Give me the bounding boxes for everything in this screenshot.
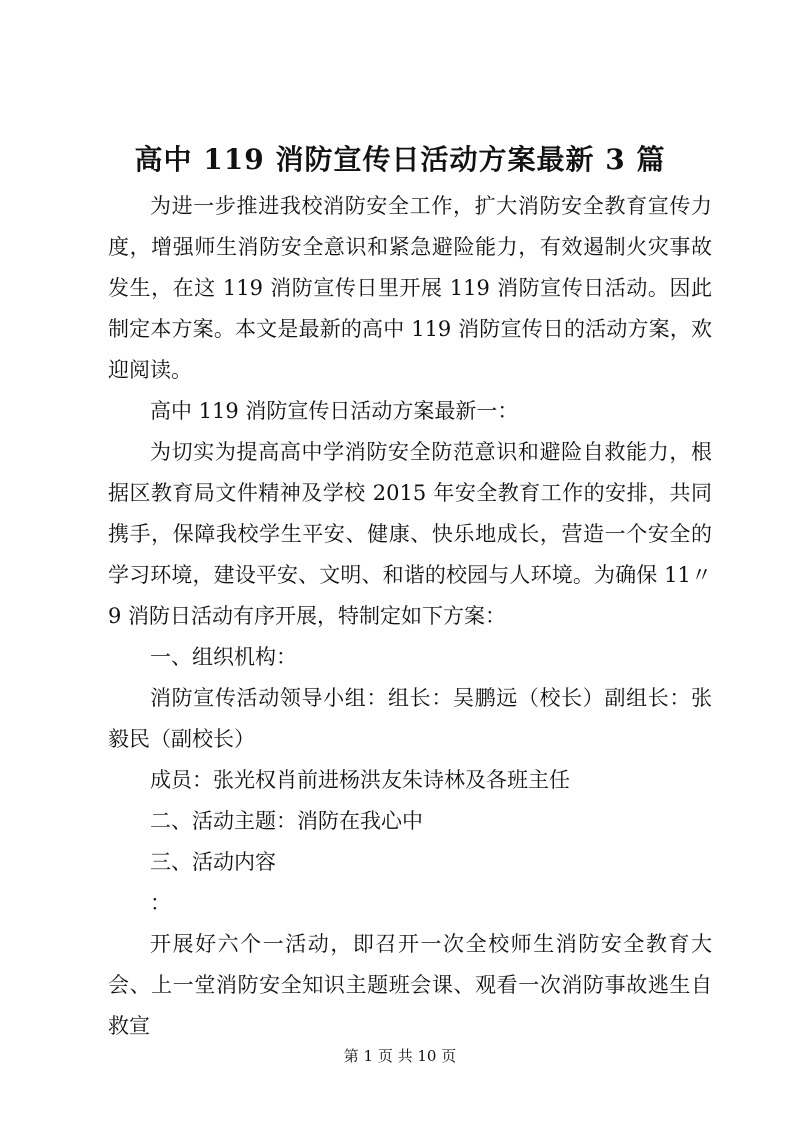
document-body — [108, 186, 712, 1047]
paragraph-members: 成员：张光权肖前进杨洪友朱诗林及各班主任 — [150, 768, 570, 792]
page-number: 第 1 页 共 10 页 — [343, 1047, 457, 1065]
document-title: 高中 119 消防宣传日活动方案最新 3 篇 — [134, 143, 666, 176]
paragraph-organization-heading: 一、组织机构： — [150, 645, 297, 669]
paragraph-section-heading: 高中 119 消防宣传日活动方案最新一： — [150, 399, 519, 423]
paragraph-leadership: 消防宣传活动领导小组：组长：吴鹏远（校长）副组长：张毅民（副校长） — [108, 686, 712, 751]
paragraph-content-heading: 三、活动内容 — [150, 850, 276, 874]
paragraph-theme: 二、活动主题：消防在我心中 — [150, 809, 423, 833]
paragraph-purpose: 为切实为提高高中学消防安全防范意识和避险自救能力，根据区教育局文件精神及学校 2015 年安全教育工作的安排，共同携手，保障我校学生平安、健康、快乐地成长，营造一个安全的学习环境，建设平安、文明、和谐的校园与人环境。为确保 11〃9 消防日活动有序开展，特制定如下方案： — [108, 440, 712, 628]
paragraph-activities: 开展好六个一活动，即召开一次全校师生消防安全教育大会、上一堂消防安全知识主题班会课、观看一次消防事故逃生自救宣 — [108, 932, 712, 1038]
paragraph-colon: ： — [150, 891, 171, 915]
paragraph-intro: 为进一步推进我校消防安全工作，扩大消防安全教育宣传力度，增强师生消防安全意识和紧急避险能力，有效遏制火灾事故发生，在这 119 消防宣传日里开展 119 消防宣传日活动。因此制定本方案。本文是最新的高中 119 消防宣传日的活动方案，欢迎阅读。 — [108, 194, 712, 382]
